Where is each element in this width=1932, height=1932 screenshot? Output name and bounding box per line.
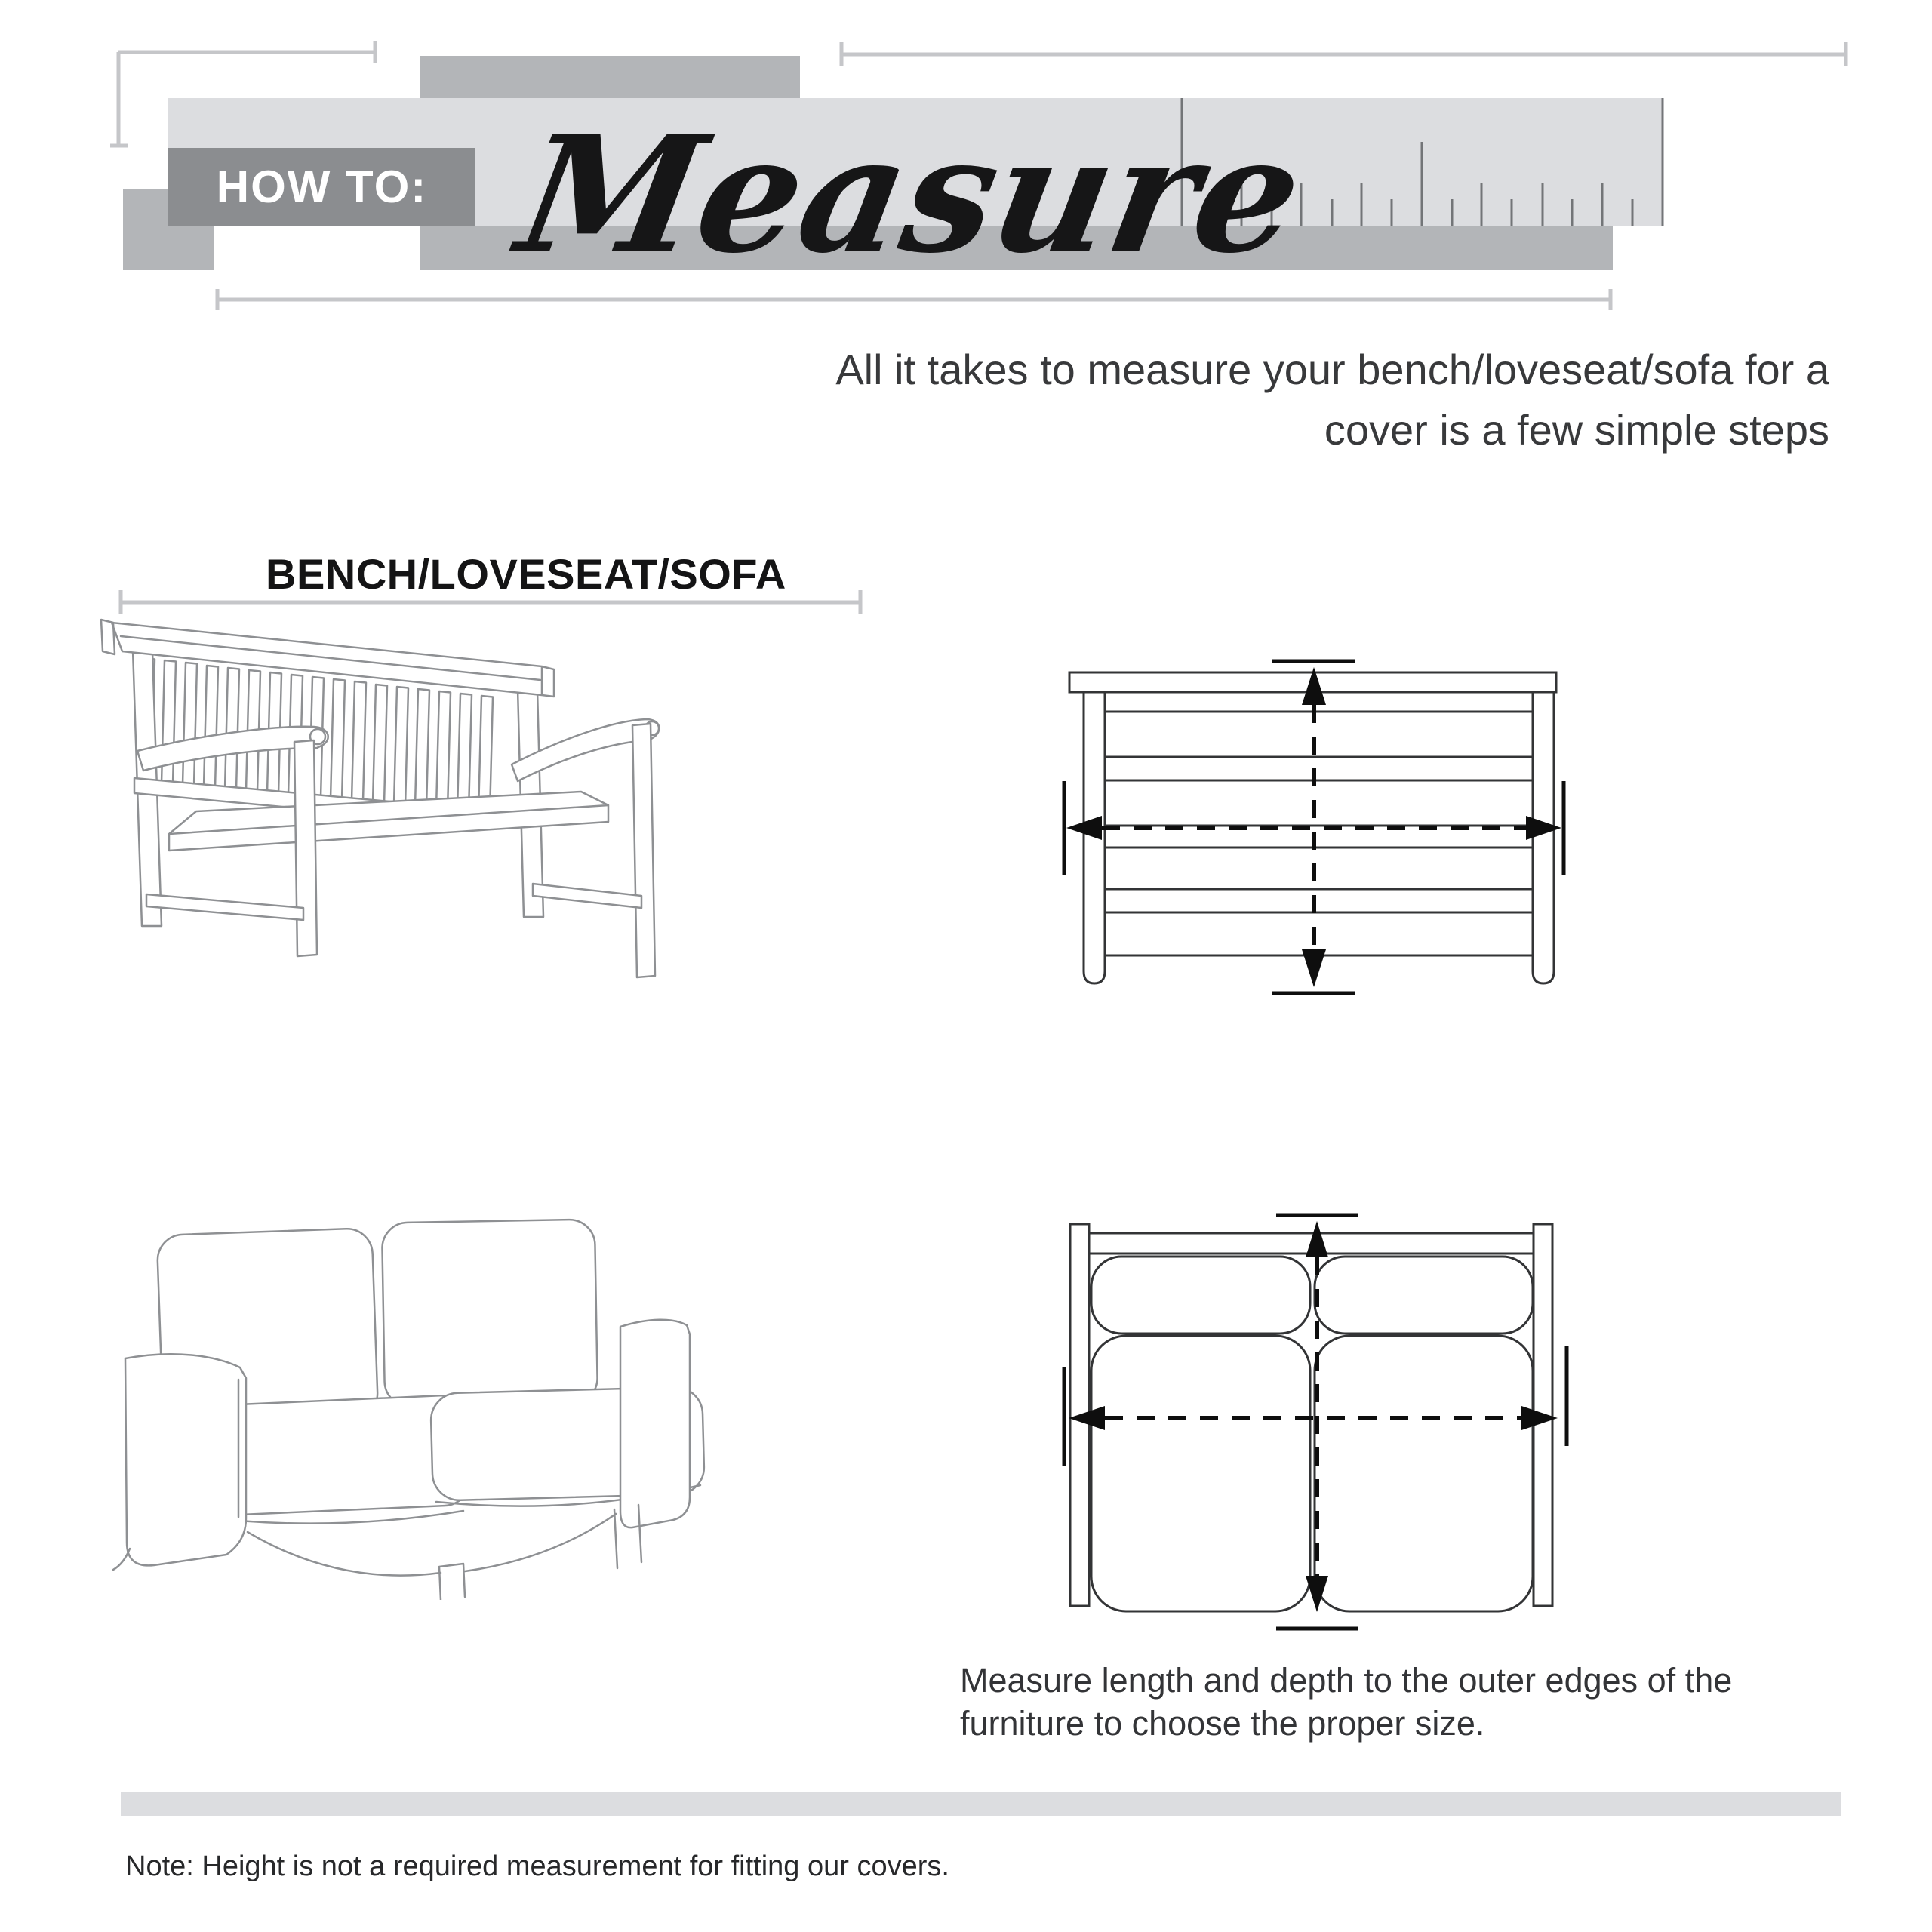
length-dimension: [1064, 781, 1564, 875]
kicker-label-box: [168, 148, 475, 226]
bench-perspective-drawing: [91, 600, 717, 1023]
bench-side-rails-top-view: [1084, 692, 1554, 983]
kicker-label: HOW TO:: [216, 162, 428, 212]
loveseat-right-arm: [620, 1320, 690, 1527]
footnote: Note: Height is not a required measurement for fitting our covers.: [125, 1850, 949, 1882]
bottom-divider-bar: [121, 1792, 1841, 1816]
bench-stretchers: [146, 884, 641, 920]
measure-tip-line-2: furniture to choose the proper size.: [960, 1704, 1485, 1743]
page-title: Measure: [506, 100, 1315, 288]
section-label: BENCH/LOVESEAT/SOFA: [266, 550, 786, 598]
loveseat-top-view-diagram: [1041, 1185, 1615, 1638]
loveseat-back-cushion-left-top-view: [1091, 1257, 1310, 1334]
bench-top-view-diagram: [1041, 641, 1600, 1079]
loveseat-seat-cushion-left-top-view: [1091, 1336, 1310, 1611]
measure-tip-line-1: Measure length and depth to the outer edges of the: [960, 1661, 1733, 1700]
loveseat-back-cushion-right: [382, 1220, 598, 1407]
loveseat-seat-cushion-right-top-view: [1315, 1336, 1533, 1611]
subtitle: [679, 340, 1829, 460]
loveseat-back-cushion-right-top-view: [1315, 1257, 1533, 1334]
subtitle-line-2: cover is a few simple steps: [1324, 406, 1829, 454]
bench-slats-top-view: [1105, 712, 1533, 955]
loveseat-perspective-drawing: [91, 1177, 717, 1600]
bench-front-posts: [294, 724, 655, 977]
loveseat-left-arm: [125, 1354, 246, 1565]
subtitle-line-1: All it takes to measure your bench/loveseat/sofa for a: [835, 346, 1829, 393]
measure-tip: [960, 1659, 1828, 1745]
